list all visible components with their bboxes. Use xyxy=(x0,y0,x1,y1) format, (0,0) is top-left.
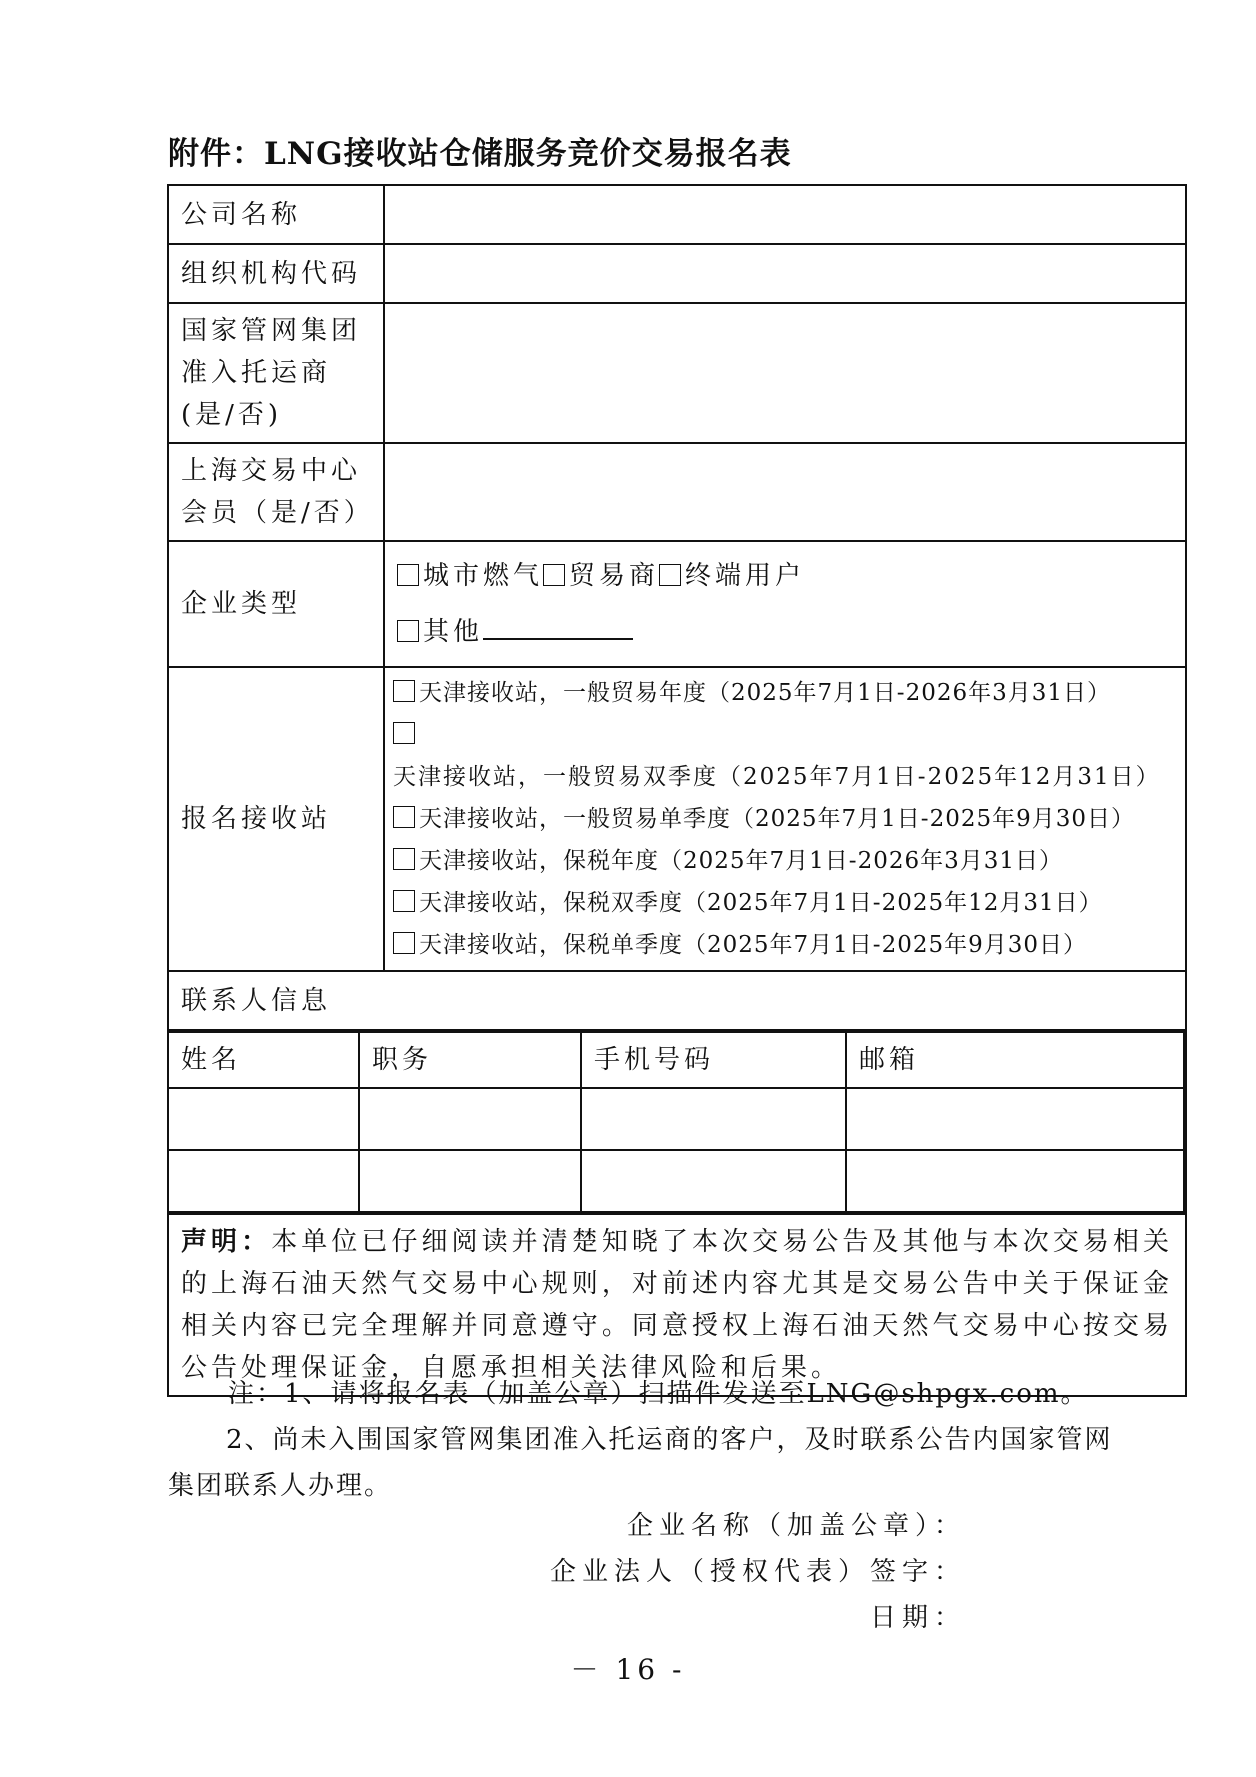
station-options xyxy=(384,667,1186,971)
contact-cell[interactable] xyxy=(169,1150,359,1212)
contact-cell[interactable] xyxy=(359,1088,581,1150)
page-number: － 16 - xyxy=(570,1653,686,1686)
other-option[interactable]: 其他 xyxy=(397,617,633,647)
station-option-3[interactable]: 天津接收站，一般贸易单季度（2025年7月1日-2025年9月30日） xyxy=(393,798,1177,840)
contact-col-phone: 手机号码 xyxy=(581,1032,846,1088)
city-gas-option[interactable]: 城市燃气 xyxy=(397,561,543,591)
station-option-4[interactable]: 天津接收站，保税年度（2025年7月1日-2026年3月31日） xyxy=(393,840,1177,882)
contact-cell[interactable] xyxy=(359,1150,581,1212)
contact-cell[interactable] xyxy=(846,1150,1184,1212)
contact-cell[interactable] xyxy=(169,1088,359,1150)
contact-col-name: 姓名 xyxy=(169,1032,359,1088)
declaration-text: 本单位已仔细阅读并清楚知晓了本次交易公告及其他与本次交易相关的上海石油天然气交易中心规则，对前述内容尤其是交易公告中关于保证金相关内容已完全理解并同意遵守。同意授权上海石油天然气交易中心按交易公告处理保证金，自愿承担相关法律风险和后果。 xyxy=(181,1227,1173,1383)
station-option-6[interactable]: 天津接收站，保税单季度（2025年7月1日-2025年9月30日） xyxy=(393,924,1177,966)
company-name-label: 公司名称 xyxy=(168,185,384,244)
end-user-option[interactable]: 终端用户 xyxy=(659,561,805,591)
declaration xyxy=(168,1214,1186,1396)
contact-table xyxy=(169,1031,1185,1213)
enterprise-type-options xyxy=(384,541,1186,667)
signature-legal: 企业法人（授权代表）签字： xyxy=(549,1557,966,1587)
contact-cell[interactable] xyxy=(581,1088,846,1150)
company-name-field[interactable] xyxy=(384,185,1186,244)
contact-cell[interactable] xyxy=(846,1088,1184,1150)
checkbox-icon[interactable] xyxy=(397,620,419,642)
checkbox-icon[interactable] xyxy=(393,680,415,702)
declaration-label: 声明： xyxy=(181,1227,272,1257)
contact-col-email: 邮箱 xyxy=(846,1032,1184,1088)
station-option-5[interactable]: 天津接收站，保税双季度（2025年7月1日-2025年12月31日） xyxy=(393,882,1177,924)
trader-option[interactable]: 贸易商 xyxy=(543,561,659,591)
checkbox-icon[interactable] xyxy=(393,722,415,744)
checkbox-icon[interactable] xyxy=(393,806,415,828)
exchange-member-field[interactable] xyxy=(384,443,1186,541)
registration-form xyxy=(167,184,1187,1397)
checkbox-icon[interactable] xyxy=(543,564,565,586)
org-code-label: 组织机构代码 xyxy=(168,244,384,303)
signature-date: 日期： xyxy=(869,1603,966,1633)
station-option-2[interactable]: 天津接收站，一般贸易双季度（2025年7月1日-2025年12月31日） xyxy=(393,714,1177,798)
checkbox-icon[interactable] xyxy=(393,890,415,912)
exchange-member-label: 上海交易中心会员（是/否） xyxy=(168,443,384,541)
contact-heading: 联系人信息 xyxy=(168,971,1186,1030)
signature-company: 企业名称（加盖公章）： xyxy=(626,1511,966,1541)
enterprise-type-label: 企业类型 xyxy=(168,541,384,667)
contact-table-cell xyxy=(168,1030,1186,1214)
contact-cell[interactable] xyxy=(581,1150,846,1212)
station-option-1[interactable]: 天津接收站，一般贸易年度（2025年7月1日-2026年3月31日） xyxy=(393,672,1177,714)
page-title: 附件：LNG接收站仓储服务竞价交易报名表 xyxy=(168,136,792,172)
checkbox-icon[interactable] xyxy=(393,932,415,954)
note-2: 2、尚未入围国家管网集团准入托运商的客户，及时联系公告内国家管网集团联系人办理。 xyxy=(168,1425,1113,1501)
checkbox-icon[interactable] xyxy=(397,564,419,586)
checkbox-icon[interactable] xyxy=(659,564,681,586)
pipe-shipper-field[interactable] xyxy=(384,303,1186,443)
pipe-shipper-label: 国家管网集团准入托运商(是/否) xyxy=(168,303,384,443)
org-code-field[interactable] xyxy=(384,244,1186,303)
other-fill-line[interactable] xyxy=(483,610,633,640)
note-1: 注：1、请将报名表（加盖公章）扫描件发送至LNG@shpgx.com。 xyxy=(228,1379,1089,1409)
checkbox-icon[interactable] xyxy=(393,848,415,870)
station-label: 报名接收站 xyxy=(168,667,384,971)
contact-col-title: 职务 xyxy=(359,1032,581,1088)
